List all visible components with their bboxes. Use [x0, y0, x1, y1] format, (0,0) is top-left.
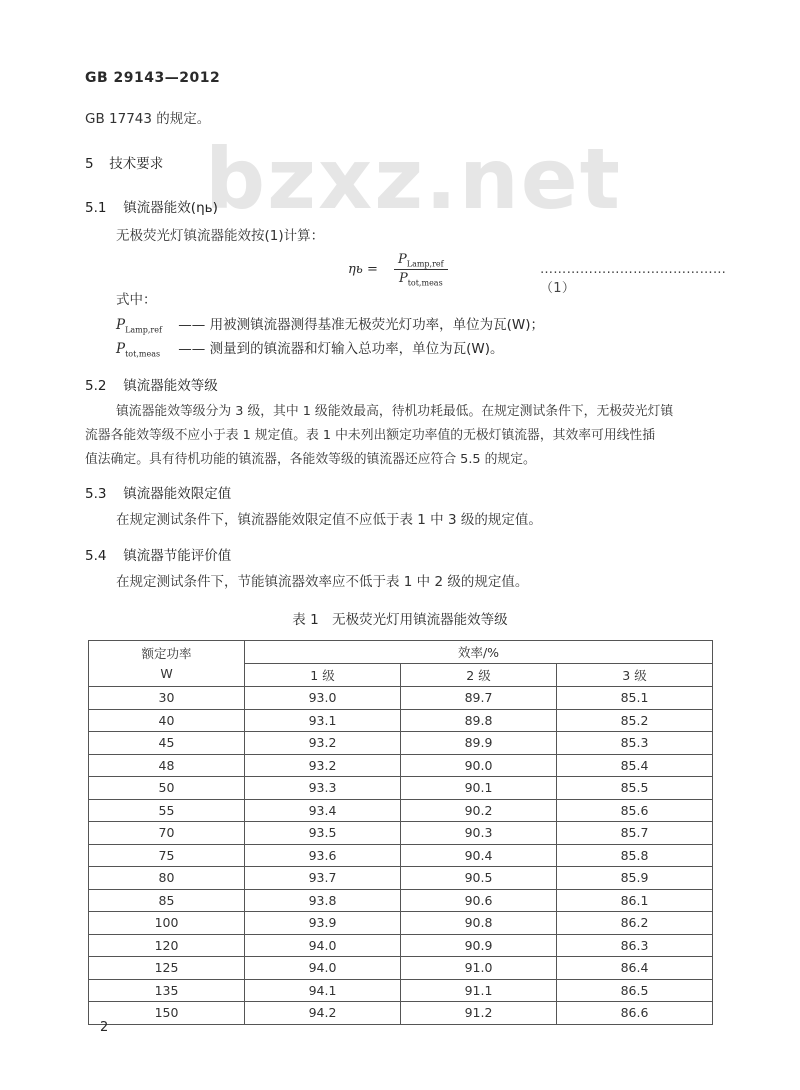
cell-grade-2: 89.8: [401, 709, 557, 732]
where-label: 式中：: [116, 292, 157, 308]
cell-grade-1: 93.7: [245, 867, 401, 890]
cell-grade-2: 90.4: [401, 844, 557, 867]
cell-grade-3: 85.4: [557, 754, 713, 777]
cell-grade-3: 86.1: [557, 889, 713, 912]
cell-rated-power: 100: [89, 912, 245, 935]
cell-grade-2: 91.1: [401, 979, 557, 1002]
formula-numerator: $P_{Lamp,ref}$: [394, 252, 448, 270]
cell-rated-power: 50: [89, 777, 245, 800]
cell-grade-2: 90.0: [401, 754, 557, 777]
section-number: 5.4: [85, 548, 107, 564]
cell-rated-power: 80: [89, 867, 245, 890]
cell-grade-3: 86.6: [557, 1002, 713, 1025]
cell-grade-1: 94.2: [245, 1002, 401, 1025]
header-rated-power: 额定功率 W: [89, 641, 245, 687]
cell-grade-2: 90.5: [401, 867, 557, 890]
cell-grade-3: 86.4: [557, 957, 713, 980]
cell-grade-3: 85.1: [557, 687, 713, 710]
cell-grade-1: 94.0: [245, 957, 401, 980]
table-row: [89, 732, 713, 755]
cell-grade-3: 85.5: [557, 777, 713, 800]
section-5-2-line-1: 镇流器能效等级分为 3 级，其中 1 级能效最高，待机功耗最低。在规定测试条件下，无极荧光灯镇: [116, 404, 674, 419]
table-caption: 表 1 无极荧光灯用镇流器能效等级: [292, 612, 508, 628]
cell-rated-power: 135: [89, 979, 245, 1002]
section-5-1-heading: [85, 196, 218, 216]
cell-grade-1: 93.6: [245, 844, 401, 867]
table-row: [89, 844, 713, 867]
cell-grade-3: 85.7: [557, 822, 713, 845]
cell-rated-power: 75: [89, 844, 245, 867]
section-number: 5.3: [85, 486, 107, 502]
cell-grade-3: 86.3: [557, 934, 713, 957]
section-title: 镇流器能效(ηь): [123, 200, 218, 216]
cell-rated-power: 30: [89, 687, 245, 710]
table-row: [89, 912, 713, 935]
table-row: [89, 709, 713, 732]
section-title: 镇流器能效等级: [123, 378, 218, 394]
watermark: bzxz.net: [205, 130, 622, 228]
table-row: [89, 867, 713, 890]
cell-rated-power: 45: [89, 732, 245, 755]
cell-grade-3: 85.2: [557, 709, 713, 732]
cell-grade-1: 93.2: [245, 754, 401, 777]
section-number: 5.2: [85, 378, 107, 394]
header-grade-2: 2 级: [401, 664, 557, 687]
table-row: [89, 934, 713, 957]
variable-description: —— 测量到的镇流器和灯输入总功率，单位为瓦(W)。: [178, 341, 504, 357]
table-row: [89, 687, 713, 710]
table-row: [89, 777, 713, 800]
cell-grade-2: 90.6: [401, 889, 557, 912]
cell-rated-power: 55: [89, 799, 245, 822]
variable-symbol: $P_{tot,meas}$: [116, 341, 161, 359]
cell-grade-3: 85.9: [557, 867, 713, 890]
cell-grade-3: 85.8: [557, 844, 713, 867]
cell-rated-power: 48: [89, 754, 245, 777]
section-number: 5: [85, 156, 94, 172]
page-number: 2: [100, 1020, 109, 1035]
section-5-2-line-2: 流器各能效等级不应小于表 1 规定值。表 1 中未列出额定功率值的无极灯镇流器，其效率可用线性插: [85, 428, 656, 443]
cell-grade-1: 93.5: [245, 822, 401, 845]
cell-rated-power: 85: [89, 889, 245, 912]
cell-rated-power: 40: [89, 709, 245, 732]
section-5-4-text: 在规定测试条件下，节能镇流器效率应不低于表 1 中 2 级的规定值。: [116, 574, 529, 590]
section-title: 镇流器能效限定值: [123, 486, 232, 502]
section-number: 5.1: [85, 200, 107, 216]
cell-grade-2: 89.9: [401, 732, 557, 755]
table-row: [89, 957, 713, 980]
table-row: [89, 1002, 713, 1025]
cell-grade-2: 90.1: [401, 777, 557, 800]
formula-equation-number: ……………………………………（1）: [540, 262, 727, 296]
cell-grade-1: 93.8: [245, 889, 401, 912]
cell-grade-1: 93.4: [245, 799, 401, 822]
formula-denominator: $P_{tot,meas}$: [398, 270, 443, 288]
variable-description: —— 用被测镇流器测得基准无极荧光灯功率，单位为瓦(W)；: [178, 317, 544, 333]
table-header-row: [89, 641, 713, 664]
cell-grade-1: 93.1: [245, 709, 401, 732]
cell-grade-2: 91.0: [401, 957, 557, 980]
cell-grade-3: 85.6: [557, 799, 713, 822]
table-row: [89, 979, 713, 1002]
section-5-heading: [85, 152, 163, 172]
variable-definition: [116, 313, 544, 335]
cell-grade-1: 94.1: [245, 979, 401, 1002]
section-5-3-heading: [85, 482, 231, 502]
formula-fraction: [394, 252, 448, 287]
variable-symbol: $P_{Lamp,ref}$: [116, 317, 162, 335]
standard-code-header: GB 29143—2012: [85, 70, 221, 86]
cell-rated-power: 120: [89, 934, 245, 957]
cell-grade-1: 93.3: [245, 777, 401, 800]
cell-grade-1: 93.9: [245, 912, 401, 935]
header-efficiency: 效率/%: [245, 641, 713, 664]
cell-rated-power: 125: [89, 957, 245, 980]
section-title: 镇流器节能评价值: [123, 548, 232, 564]
cell-grade-1: 93.2: [245, 732, 401, 755]
table-row: [89, 754, 713, 777]
header-grade-1: 1 级: [245, 664, 401, 687]
table-row: [89, 799, 713, 822]
cell-grade-2: 90.9: [401, 934, 557, 957]
efficiency-table: [88, 640, 713, 1025]
formula-1: [348, 252, 728, 296]
header-grade-3: 3 级: [557, 664, 713, 687]
section-title: 技术要求: [109, 156, 164, 172]
section-5-4-heading: [85, 544, 231, 564]
intro-text: GB 17743 的规定。: [85, 111, 211, 127]
cell-grade-3: 86.2: [557, 912, 713, 935]
cell-grade-2: 91.2: [401, 1002, 557, 1025]
table-row: [89, 822, 713, 845]
cell-rated-power: 70: [89, 822, 245, 845]
section-5-1-text: 无极荧光灯镇流器能效按(1)计算：: [116, 228, 325, 244]
section-5-2-line-3: 值法确定。具有待机功能的镇流器，各能效等级的镇流器还应符合 5.5 的规定。: [85, 452, 536, 467]
cell-grade-1: 94.0: [245, 934, 401, 957]
section-5-2-heading: [85, 374, 218, 394]
formula-lhs: ηь =: [348, 262, 378, 277]
cell-grade-2: 89.7: [401, 687, 557, 710]
cell-grade-1: 93.0: [245, 687, 401, 710]
section-5-3-text: 在规定测试条件下，镇流器能效限定值不应低于表 1 中 3 级的规定值。: [116, 512, 542, 528]
cell-grade-2: 90.3: [401, 822, 557, 845]
variable-definition: [116, 337, 503, 359]
cell-grade-2: 90.8: [401, 912, 557, 935]
cell-grade-2: 90.2: [401, 799, 557, 822]
cell-rated-power: 150: [89, 1002, 245, 1025]
table-row: [89, 889, 713, 912]
cell-grade-3: 86.5: [557, 979, 713, 1002]
cell-grade-3: 85.3: [557, 732, 713, 755]
